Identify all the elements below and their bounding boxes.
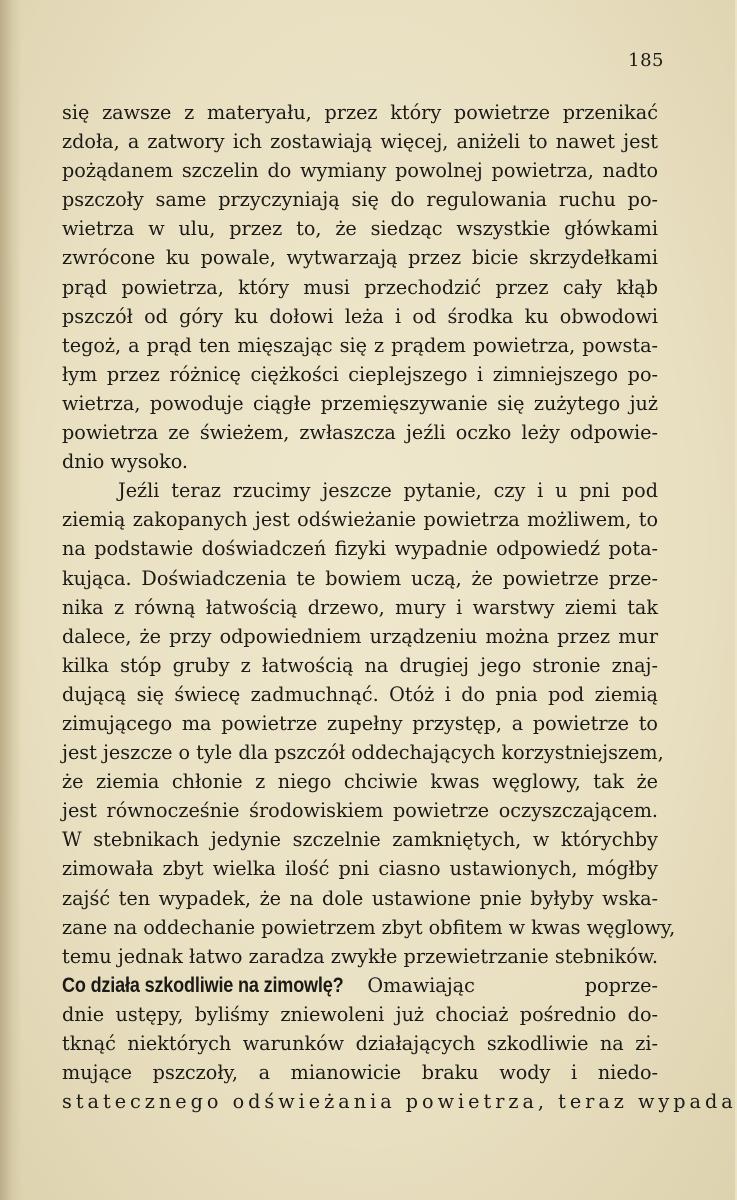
text-line: wietrza, powoduje ciągłe przemięszywanie się zużytego już (62, 391, 658, 415)
text-line: temu jednak łatwo zaradza zwykłe przewietrzanie stebników. (62, 944, 658, 968)
text-line: na podstawie doświadczeń fizyki wypadnie odpowiedź pota- (62, 537, 658, 561)
text-line: jest równocześnie środowiskiem powietrze oczyszczającem. (62, 799, 658, 823)
text-line: zimującego ma powietrze zupełny przystęp, a powietrze to (62, 711, 658, 735)
text-line: pszczół od góry ku dołowi leża i od środka ku obwodowi (62, 304, 658, 328)
text-line: tegoż, a prąd ten mięszając się z prądem powietrza, powsta- (62, 333, 658, 357)
text-line: tknąć niektórych warunków działających szkodliwie na zi- (62, 1032, 658, 1055)
text-line: łym przez różnicę ciężkości cieplejszego i zimniejszego po- (62, 362, 658, 386)
section-heading: Co działa szkodliwie na zimowlę? (62, 973, 344, 997)
page-number: 185 (628, 50, 664, 71)
body-text (62, 98, 737, 1116)
text-line: zane na oddechanie powietrzem zbyt obfitem w kwas węglowy, (62, 915, 676, 939)
text-line: pożądanem szczelin do wymiany powolnej powietrza, nadto (62, 159, 658, 183)
heading-line-text: Omawiając poprze- (367, 973, 658, 997)
text-line: dującą się świecę zadmuchnąć. Otóż i do pnia pod ziemią (62, 682, 658, 706)
page-binding-edge (0, 0, 22, 1200)
text-line: kilka stóp gruby z łatwością na drugiej jego stronie znaj- (62, 653, 658, 677)
text-line: wietrza w ulu, przez to, że siedząc wszystkie główkami (62, 217, 658, 241)
text-line: nika z równą łatwością drzewo, mury i warstwy ziemi tak (62, 595, 658, 619)
text-line: zwrócone ku powale, wytwarzają przez bicie skrzydełkami (62, 246, 658, 270)
section-heading-line (62, 971, 658, 1000)
text-line: że ziemia chłonie z niego chciwie kwas węglowy, tak że (62, 770, 658, 794)
text-line: dalece, że przy odpowiedniem urządzeniu można przez mur (62, 624, 658, 648)
text-line: kująca. Doświadczenia te bowiem uczą, że powietrze prze- (62, 566, 658, 590)
text-line: dnio wysoko. (62, 450, 189, 474)
text-line: statecznego odświeżania powietrza, teraz wypada (62, 1090, 737, 1114)
text-line: ziemią zakopanych jest odświeżanie powietrza możliwem, to (62, 508, 658, 532)
text-line: zajść ten wypadek, że na dole ustawione pnie byłyby wska- (62, 886, 658, 910)
text-line: Jeźli teraz rzucimy jeszcze pytanie, czy i u pni pod (118, 479, 658, 503)
text-line: zimowała zbyt wielka ilość pni ciasno ustawionych, mógłby (62, 857, 658, 881)
text-line: pszczoły same przyczyniają się do regulowania ruchu po- (62, 188, 658, 212)
text-line: jest jeszcze o tyle dla pszczół oddechających korzystniejszem, (62, 741, 664, 765)
text-line: dnie ustępy, byliśmy zniewoleni już chociaż pośrednio do- (62, 1002, 658, 1026)
text-line: W stebnikach jedynie szczelnie zamkniętych, w którychby (62, 828, 658, 852)
text-line: zdoła, a zatwory ich zostawiają więcej, aniżeli to nawet jest (62, 130, 658, 154)
text-line: mujące pszczoły, a mianowicie braku wody i niedo- (62, 1061, 658, 1085)
text-line: się zawsze z materyału, przez który powietrze przenikać (62, 101, 658, 124)
text-line: powietrza ze świeżem, zwłaszcza jeźli oczko leży odpowie- (62, 421, 658, 445)
text-line: prąd powietrza, który musi przechodzić przez cały kłąb (62, 275, 658, 299)
